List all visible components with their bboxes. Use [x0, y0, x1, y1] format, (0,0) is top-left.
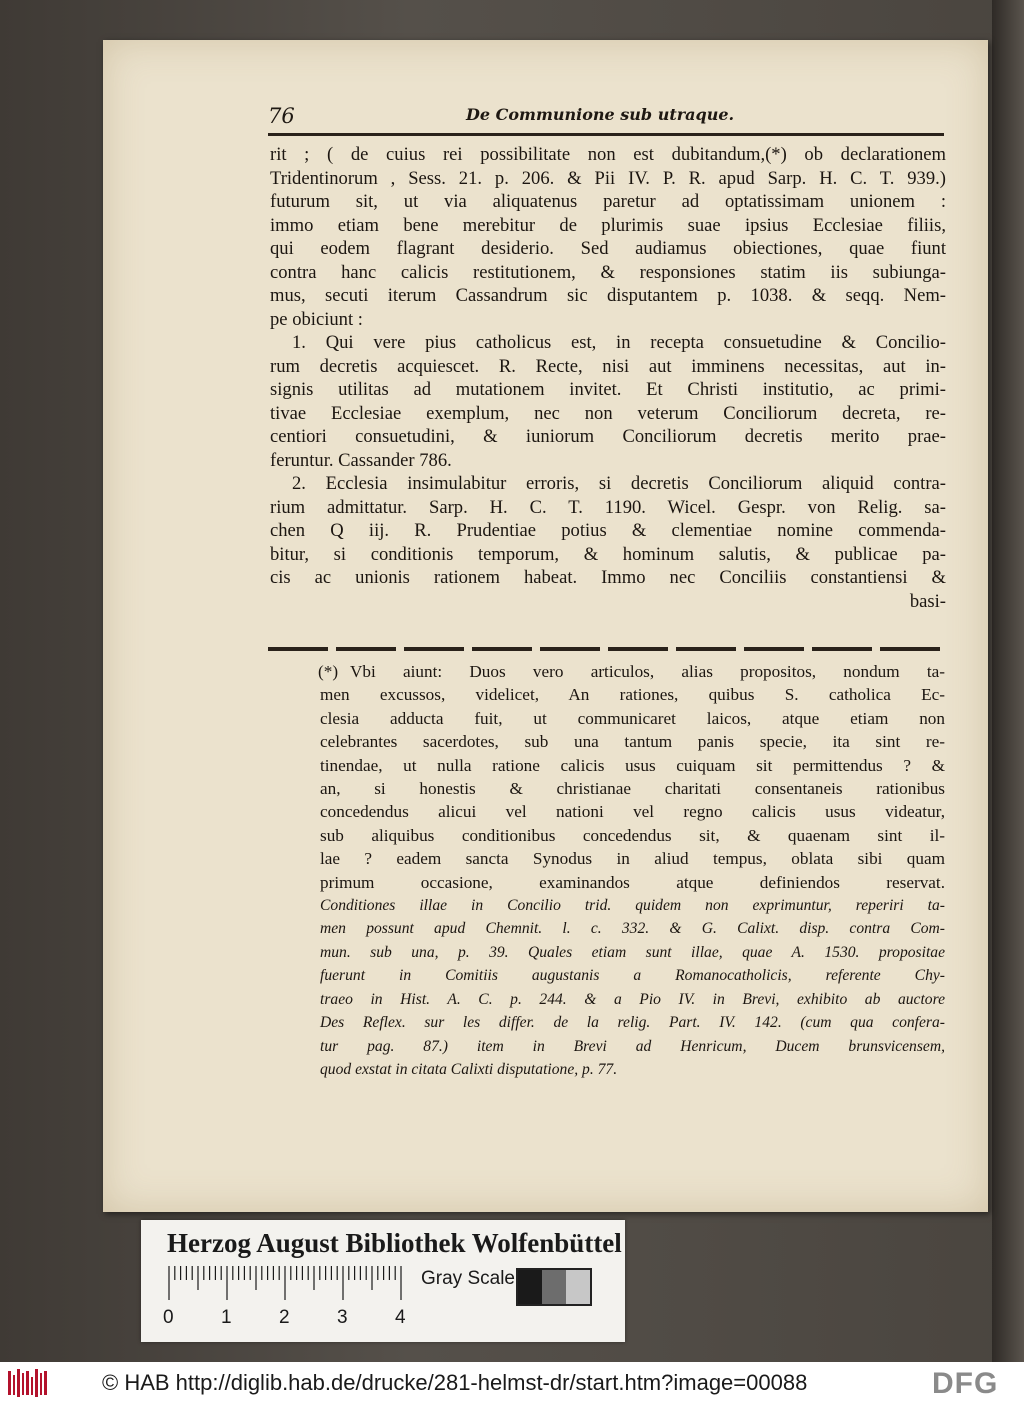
footnote-marker: (*)	[318, 662, 339, 681]
footnote-line: mun. sub una, p. 39. Quales etiam sunt illae, quae A. 1530. propositae	[320, 943, 945, 961]
text-line: qui eodem flagrant desiderio. Sed audiamus obiectiones, quae fiunt	[270, 238, 946, 259]
gray-scale-swatches	[516, 1268, 592, 1306]
citation-link[interactable]: © HAB http://diglib.hab.de/drucke/281-helmst-dr/start.htm?image=00088	[102, 1370, 808, 1395]
text-line: centiori consuetudini, & iuniorum Conciliorum decretis merito prae-	[270, 426, 946, 447]
text-line: Tridentinorum , Sess. 21. p. 206. & Pii IV. P. R. apud Sarp. H. C. T. 939.)	[270, 167, 946, 189]
text-line: rum decretis acquiescet. R. Recte, nisi aut imminens necessitas, aut in-	[270, 355, 946, 377]
text-line: chen Q iij. R. Prudentiae potius & clementiae nomine commenda-	[270, 520, 946, 541]
footnote	[320, 660, 945, 1081]
page-header	[268, 104, 944, 132]
text-line: signis utilitas ad mutationem invitet. Et Christi institutio, ac primi-	[270, 379, 946, 400]
footnote-line: tinendae, ut nulla ratione calicis usus cuiquam sit permittendus ? &	[320, 755, 945, 775]
footnote-line: fuerunt in Comitiis augustanis a Romanocatholicis, referente Chy-	[320, 967, 945, 985]
footnote-line: traeo in Hist. A. C. p. 244. & a Pio IV. in Brevi, exhibito ab auctore	[320, 990, 945, 1008]
ruler-number: 2	[279, 1307, 290, 1328]
footnote-rule	[268, 647, 944, 651]
ruler-number: 3	[337, 1307, 348, 1328]
footnote-line: primum occasione, examinandos atque definiendos reservat.	[320, 872, 945, 892]
footnote-line: celebrantes sacerdotes, sub una tantum panis specie, ita sint re-	[320, 732, 945, 752]
footnote-line: Conditiones illae in Concilio trid. quidem non exprimuntur, reperiri ta-	[320, 897, 945, 915]
footer-bar	[0, 1362, 1024, 1403]
barcode-logo-icon	[8, 1369, 48, 1397]
footnote-line: quod exstat in citata Calixti disputatione, p. 77.	[320, 1060, 618, 1078]
text-line: 1. Qui vere pius catholicus est, in recepta consuetudine & Concilio-	[292, 332, 946, 353]
catchword: basi-	[909, 590, 946, 612]
gray-swatch-mid	[542, 1270, 566, 1304]
footnote-line: Des Reflex. sur les differ. de la relig. Part. IV. 142. (cum qua confera-	[320, 1014, 945, 1032]
main-text	[270, 143, 946, 613]
footnote-line: an, si honestis & christianae charitati consentaneis rationibus	[320, 779, 945, 799]
text-line: contra hanc calicis restitutionem, & responsiones statim iis subiunga-	[270, 261, 946, 283]
text-line: immo etiam bene merebitur de plurimis suae ipsius Ecclesiae filiis,	[270, 214, 946, 236]
footnote-line: tur pag. 87.) item in Brevi ad Henricum, Ducem brunsvicensem,	[320, 1037, 945, 1055]
library-color-card	[141, 1220, 625, 1342]
footnote-line: lae ? eadem sancta Synodus in aliud tempus, oblata sibi quam	[320, 849, 945, 869]
text-line: feruntur. Cassander 786.	[270, 449, 452, 471]
footnote-line: concedendus alicui vel nationi vel regno calicis usus videatur,	[320, 802, 945, 822]
ruler-number: 4	[395, 1307, 406, 1328]
footnote-line: men possunt apud Chemnit. l. c. 332. & G. Calixt. disp. contra Com-	[320, 920, 945, 938]
library-name: Herzog August Bibliothek Wolfenbüttel	[167, 1228, 622, 1258]
gray-swatch-light	[566, 1270, 590, 1304]
text-line: rit ; ( de cuius rei possibilitate non est dubitandum,(*) ob declarationem	[270, 144, 946, 165]
ruler-number: 1	[221, 1307, 232, 1328]
footnote-line: Vbi aiunt: Duos vero articulos, alias propositos, nondum ta-	[350, 662, 945, 681]
text-line: rium admittatur. Sarp. H. C. T. 1190. Wicel. Gespr. von Relig. sa-	[270, 496, 946, 518]
text-line: bitur, si conditionis temporum, & hominum salutis, & publicae pa-	[270, 543, 946, 565]
text-line: mus, secuti iterum Cassandrum sic disputantem p. 1038. & seqq. Nem-	[270, 285, 946, 306]
footnote-line: clesia adducta fuit, ut communicaret laicos, atque etiam non	[320, 708, 945, 728]
dfg-logo: DFG	[932, 1367, 999, 1400]
footnote-line: sub aliquibus conditionibus concedendus sit, & quaenam sint il-	[320, 825, 945, 845]
binding-edge	[992, 0, 1024, 1362]
header-rule	[268, 133, 944, 136]
gray-swatch-dark	[518, 1270, 542, 1304]
ruler-number: 0	[163, 1307, 174, 1328]
footnote-line: men excussos, videlicet, An rationes, quibus S. catholica Ec-	[320, 685, 945, 705]
text-line: 2. Ecclesia insimulabitur erroris, si decretis Conciliorum aliquid contra-	[292, 473, 946, 494]
text-line: futurum sit, ut via aliquatenus paretur ad optatissimam unionem :	[270, 191, 946, 212]
text-line: tivae Ecclesiae exemplum, nec non veterum Conciliorum decreta, re-	[270, 402, 946, 424]
page-number: 76	[268, 104, 295, 128]
text-line: cis ac unionis rationem habeat. Immo nec Conciliis constantiensi &	[270, 567, 946, 588]
text-line: pe obiciunt :	[270, 308, 363, 330]
ruler-icon	[161, 1262, 411, 1304]
running-head: De Communione sub utraque.	[466, 105, 735, 124]
gray-scale-label: Gray Scale	[421, 1268, 515, 1289]
